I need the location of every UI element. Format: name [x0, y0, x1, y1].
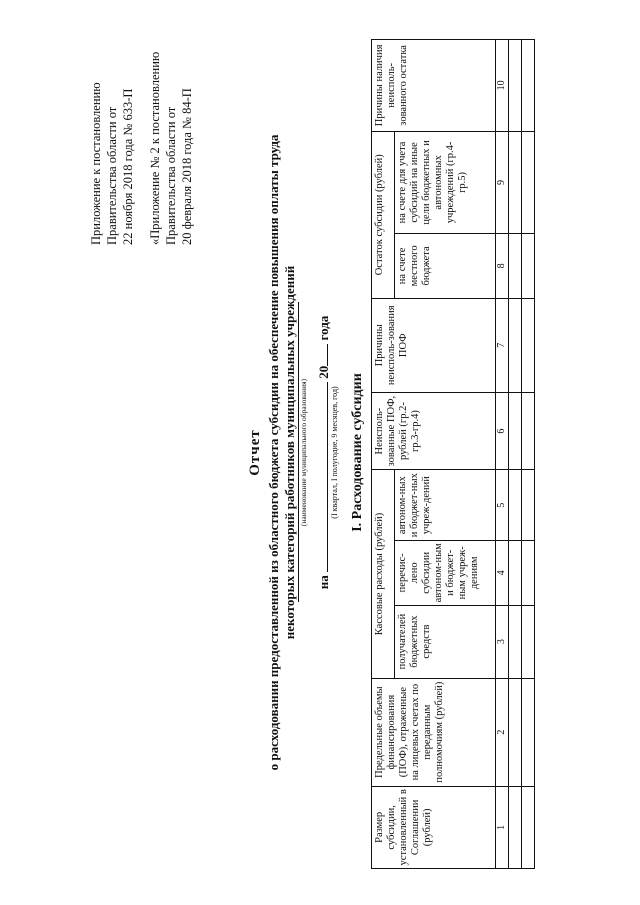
appendix-line: Правительства области от — [164, 106, 178, 245]
appendix-line: «Приложение № 2 к постановлению — [148, 51, 162, 245]
table-cell — [509, 678, 522, 786]
table-cell — [522, 40, 535, 132]
header-unused-reasons: Причины неисполь-зования ПОФ — [372, 298, 496, 392]
table-cell — [509, 392, 522, 470]
period-caption: (I квартал, I полугодие, 9 месяцев, год) — [330, 386, 339, 519]
table-cell — [522, 540, 535, 605]
header-funding-limits: Предельные объемы финансирования (ПОФ), отраженные на лицевых счетах по переданным полномочиям (рублей) — [372, 678, 496, 786]
table-cell — [509, 234, 522, 299]
period-blank — [314, 382, 328, 572]
header-institutions: автоном-ных и бюджет-ных учреж-дений — [395, 470, 496, 541]
report-description-line: о расходовании предоставленной из областного бюджета субсидии на обеспечение повышения оплаты труда — [266, 134, 281, 771]
table-cell — [509, 605, 522, 678]
table-row — [509, 40, 522, 869]
table-row — [522, 40, 535, 869]
header-other-purposes-account: на счете для учета субсидий на иные цели бюджетных и автономных учреждений (гр.4-гр.5) — [395, 131, 496, 233]
column-number: 6 — [496, 392, 509, 470]
table-cell — [522, 470, 535, 541]
header-subsidy-amount: Размер субсидии, установленный в Соглашении (рублей) — [372, 786, 496, 868]
table-cell — [509, 540, 522, 605]
table-cell — [522, 234, 535, 299]
table-cell — [522, 605, 535, 678]
table-cell — [509, 298, 522, 392]
period-suffix: года — [316, 315, 331, 341]
column-number: 5 — [496, 470, 509, 541]
table-cell — [509, 40, 522, 132]
header-unused-pof: Неисполь-зованные ПОФ, рублей (гр.2-гр.3-гр.4) — [372, 392, 496, 470]
table-cell — [522, 786, 535, 868]
table-cell — [522, 392, 535, 470]
municipality-caption: (наименование муниципального образования) — [299, 378, 308, 527]
subsidy-expenditure-table — [371, 39, 535, 869]
appendix-line: 20 февраля 2018 года № 84-П — [180, 88, 194, 245]
year-blank — [314, 344, 328, 366]
header-cash-expenses: Кассовые расходы (рублей) — [372, 470, 395, 678]
appendix-reference — [88, 0, 136, 245]
table-cell — [509, 786, 522, 868]
period-prefix: на — [316, 575, 331, 590]
header-balance-reasons: Причины наличия неисполь-зованного остатка — [372, 40, 496, 132]
appendix-line: Правительства области от — [105, 106, 119, 245]
municipality-field — [298, 0, 309, 905]
header-budget-recipients: получателей бюджетных средств — [395, 605, 496, 678]
header-local-budget-account: на счете местного бюджета — [395, 234, 496, 299]
column-number: 4 — [496, 540, 509, 605]
column-number: 8 — [496, 234, 509, 299]
table-cell — [522, 298, 535, 392]
header-subsidy-balance: Остаток субсидии (рублей) — [372, 131, 395, 298]
column-number: 10 — [496, 40, 509, 132]
section-heading: I. Расходование субсидии — [350, 373, 365, 532]
report-description-line: некоторых категорий работников муниципальных учреждений — [282, 265, 297, 640]
report-title-block — [246, 0, 298, 905]
appendix-line: Приложение к постановлению — [89, 82, 103, 245]
table-cell — [522, 678, 535, 786]
report-title: Отчет — [247, 429, 263, 476]
appendix-line: 22 ноября 2018 года № 633-П — [121, 88, 135, 245]
column-number: 1 — [496, 786, 509, 868]
column-number: 9 — [496, 131, 509, 233]
column-number: 7 — [496, 298, 509, 392]
previous-appendix-reference — [147, 0, 195, 245]
report-description — [266, 0, 298, 905]
column-number: 2 — [496, 678, 509, 786]
header-transferred-subsidy: перечис-лено субсидии автоном-ным и бюджет-ным учреж-дениям — [395, 540, 496, 605]
table-cell — [522, 131, 535, 233]
column-number: 3 — [496, 605, 509, 678]
period-year-prefix: 20 — [316, 365, 331, 379]
table-cell — [509, 470, 522, 541]
table-cell — [509, 131, 522, 233]
